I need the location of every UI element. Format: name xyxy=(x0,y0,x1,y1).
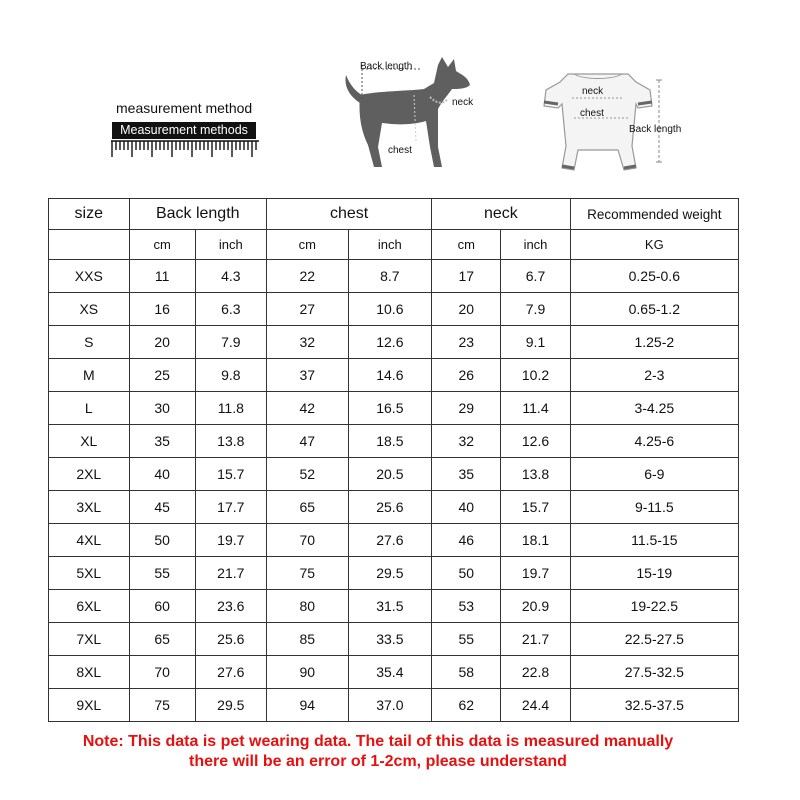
cell-size: XL xyxy=(49,425,130,458)
cell-neck-in: 13.8 xyxy=(501,458,570,491)
cell-neck-cm: 20 xyxy=(432,293,501,326)
cell-chest-in: 18.5 xyxy=(348,425,432,458)
table-row xyxy=(49,491,739,524)
shirt-back-length-label: Back length xyxy=(629,124,682,135)
cell-size: M xyxy=(49,359,130,392)
cell-size: XXS xyxy=(49,260,130,293)
cell-back-in: 11.8 xyxy=(195,392,266,425)
cell-neck-in: 6.7 xyxy=(501,260,570,293)
neck-header: neck xyxy=(432,199,570,230)
cell-neck-in: 11.4 xyxy=(501,392,570,425)
back-length-header: Back length xyxy=(129,199,266,230)
unit-cell: inch xyxy=(195,230,266,260)
cell-chest-cm: 42 xyxy=(266,392,348,425)
cell-neck-cm: 17 xyxy=(432,260,501,293)
cell-back-in: 23.6 xyxy=(195,590,266,623)
cell-back-cm: 11 xyxy=(129,260,195,293)
cell-chest-cm: 32 xyxy=(266,326,348,359)
cell-size: 2XL xyxy=(49,458,130,491)
cell-neck-cm: 46 xyxy=(432,524,501,557)
table-row xyxy=(49,557,739,590)
cell-chest-cm: 22 xyxy=(266,260,348,293)
cell-chest-cm: 70 xyxy=(266,524,348,557)
cell-back-in: 9.8 xyxy=(195,359,266,392)
table-row xyxy=(49,689,739,722)
cell-neck-cm: 58 xyxy=(432,656,501,689)
cell-chest-in: 8.7 xyxy=(348,260,432,293)
cell-neck-cm: 32 xyxy=(432,425,501,458)
cell-chest-cm: 90 xyxy=(266,656,348,689)
measurement-method-label: measurement method xyxy=(116,100,253,116)
cell-chest-cm: 37 xyxy=(266,359,348,392)
shirt-neck-label: neck xyxy=(582,86,604,97)
cell-neck-cm: 35 xyxy=(432,458,501,491)
cell-neck-in: 10.2 xyxy=(501,359,570,392)
cell-back-cm: 35 xyxy=(129,425,195,458)
cell-weight: 0.25-0.6 xyxy=(570,260,738,293)
ruler-icon xyxy=(110,140,260,160)
cell-back-in: 25.6 xyxy=(195,623,266,656)
cell-neck-cm: 53 xyxy=(432,590,501,623)
cell-back-cm: 50 xyxy=(129,524,195,557)
cell-neck-in: 9.1 xyxy=(501,326,570,359)
cell-weight: 3-4.25 xyxy=(570,392,738,425)
cell-neck-cm: 26 xyxy=(432,359,501,392)
cell-back-cm: 70 xyxy=(129,656,195,689)
cell-back-cm: 45 xyxy=(129,491,195,524)
table-row xyxy=(49,392,739,425)
cell-size: 4XL xyxy=(49,524,130,557)
cell-size: 6XL xyxy=(49,590,130,623)
table-row xyxy=(49,359,739,392)
cell-neck-in: 24.4 xyxy=(501,689,570,722)
cell-back-cm: 65 xyxy=(129,623,195,656)
cell-chest-in: 16.5 xyxy=(348,392,432,425)
cell-size: L xyxy=(49,392,130,425)
cell-neck-in: 7.9 xyxy=(501,293,570,326)
unit-cell: cm xyxy=(266,230,348,260)
table-body xyxy=(49,260,739,722)
cell-neck-cm: 23 xyxy=(432,326,501,359)
cell-chest-in: 29.5 xyxy=(348,557,432,590)
cell-back-in: 4.3 xyxy=(195,260,266,293)
cell-size: 9XL xyxy=(49,689,130,722)
table-row xyxy=(49,425,739,458)
disclaimer-note xyxy=(0,732,756,772)
chest-header: chest xyxy=(266,199,431,230)
unit-cell: KG xyxy=(570,230,738,260)
table-header-row xyxy=(49,199,739,230)
cell-back-cm: 40 xyxy=(129,458,195,491)
dog-back-length-label: Back length xyxy=(360,61,413,72)
cell-back-in: 29.5 xyxy=(195,689,266,722)
cell-chest-in: 14.6 xyxy=(348,359,432,392)
cell-back-cm: 55 xyxy=(129,557,195,590)
cell-weight: 32.5-37.5 xyxy=(570,689,738,722)
cell-neck-in: 20.9 xyxy=(501,590,570,623)
note-line-2: there will be an error of 1-2cm, please understand xyxy=(189,753,567,770)
cell-back-in: 19.7 xyxy=(195,524,266,557)
cell-chest-cm: 80 xyxy=(266,590,348,623)
cell-neck-cm: 55 xyxy=(432,623,501,656)
cell-neck-in: 18.1 xyxy=(501,524,570,557)
cell-back-cm: 16 xyxy=(129,293,195,326)
size-chart-table xyxy=(48,198,739,722)
table-row xyxy=(49,458,739,491)
unit-cell: cm xyxy=(432,230,501,260)
measurement-methods-badge: Measurement methods xyxy=(112,122,256,139)
cell-chest-cm: 52 xyxy=(266,458,348,491)
table-row xyxy=(49,590,739,623)
cell-chest-cm: 65 xyxy=(266,491,348,524)
cell-chest-in: 37.0 xyxy=(348,689,432,722)
table-row xyxy=(49,656,739,689)
cell-size: XS xyxy=(49,293,130,326)
cell-neck-in: 21.7 xyxy=(501,623,570,656)
cell-back-in: 7.9 xyxy=(195,326,266,359)
cell-back-in: 17.7 xyxy=(195,491,266,524)
cell-neck-cm: 50 xyxy=(432,557,501,590)
cell-neck-cm: 40 xyxy=(432,491,501,524)
cell-neck-cm: 29 xyxy=(432,392,501,425)
cell-weight: 27.5-32.5 xyxy=(570,656,738,689)
cell-neck-in: 22.8 xyxy=(501,656,570,689)
table-row xyxy=(49,260,739,293)
cell-back-cm: 75 xyxy=(129,689,195,722)
dog-silhouette-icon xyxy=(338,55,503,185)
cell-size: 8XL xyxy=(49,656,130,689)
cell-size: 3XL xyxy=(49,491,130,524)
cell-chest-in: 27.6 xyxy=(348,524,432,557)
cell-back-cm: 60 xyxy=(129,590,195,623)
cell-weight: 2-3 xyxy=(570,359,738,392)
table-unit-row xyxy=(49,230,739,260)
cell-chest-cm: 75 xyxy=(266,557,348,590)
size-header: size xyxy=(49,199,130,230)
cell-weight: 11.5-15 xyxy=(570,524,738,557)
cell-neck-in: 12.6 xyxy=(501,425,570,458)
cell-back-in: 27.6 xyxy=(195,656,266,689)
table-row xyxy=(49,524,739,557)
cell-chest-cm: 27 xyxy=(266,293,348,326)
cell-chest-in: 12.6 xyxy=(348,326,432,359)
cell-neck-cm: 62 xyxy=(432,689,501,722)
cell-chest-in: 25.6 xyxy=(348,491,432,524)
cell-weight: 4.25-6 xyxy=(570,425,738,458)
cell-neck-in: 15.7 xyxy=(501,491,570,524)
unit-cell: inch xyxy=(501,230,570,260)
cell-size: 7XL xyxy=(49,623,130,656)
cell-back-cm: 20 xyxy=(129,326,195,359)
cell-weight: 6-9 xyxy=(570,458,738,491)
cell-weight: 15-19 xyxy=(570,557,738,590)
cell-back-cm: 30 xyxy=(129,392,195,425)
cell-chest-in: 20.5 xyxy=(348,458,432,491)
cell-back-in: 15.7 xyxy=(195,458,266,491)
cell-chest-in: 31.5 xyxy=(348,590,432,623)
table-row xyxy=(49,326,739,359)
cell-neck-in: 19.7 xyxy=(501,557,570,590)
table-row xyxy=(49,293,739,326)
unit-cell: cm xyxy=(129,230,195,260)
weight-header: Recommended weight xyxy=(570,199,738,230)
table-row xyxy=(49,623,739,656)
cell-size: 5XL xyxy=(49,557,130,590)
cell-back-in: 6.3 xyxy=(195,293,266,326)
cell-chest-cm: 94 xyxy=(266,689,348,722)
note-line-1: Note: This data is pet wearing data. The tail of this data is measured manually xyxy=(82,733,674,750)
shirt-chest-label: chest xyxy=(580,108,604,119)
unit-cell-empty xyxy=(49,230,130,260)
dog-neck-label: neck xyxy=(452,97,474,108)
unit-cell: inch xyxy=(348,230,432,260)
cell-weight: 0.65-1.2 xyxy=(570,293,738,326)
cell-weight: 9-11.5 xyxy=(570,491,738,524)
cell-size: S xyxy=(49,326,130,359)
cell-back-in: 13.8 xyxy=(195,425,266,458)
cell-chest-in: 35.4 xyxy=(348,656,432,689)
cell-chest-cm: 85 xyxy=(266,623,348,656)
dog-chest-label: chest xyxy=(388,145,412,156)
cell-weight: 1.25-2 xyxy=(570,326,738,359)
cell-chest-cm: 47 xyxy=(266,425,348,458)
shirt-measurement-figure xyxy=(528,60,698,190)
cell-chest-in: 33.5 xyxy=(348,623,432,656)
cell-back-in: 21.7 xyxy=(195,557,266,590)
cell-back-cm: 25 xyxy=(129,359,195,392)
cell-weight: 19-22.5 xyxy=(570,590,738,623)
cell-weight: 22.5-27.5 xyxy=(570,623,738,656)
dog-measurement-figure xyxy=(338,55,503,185)
cell-chest-in: 10.6 xyxy=(348,293,432,326)
